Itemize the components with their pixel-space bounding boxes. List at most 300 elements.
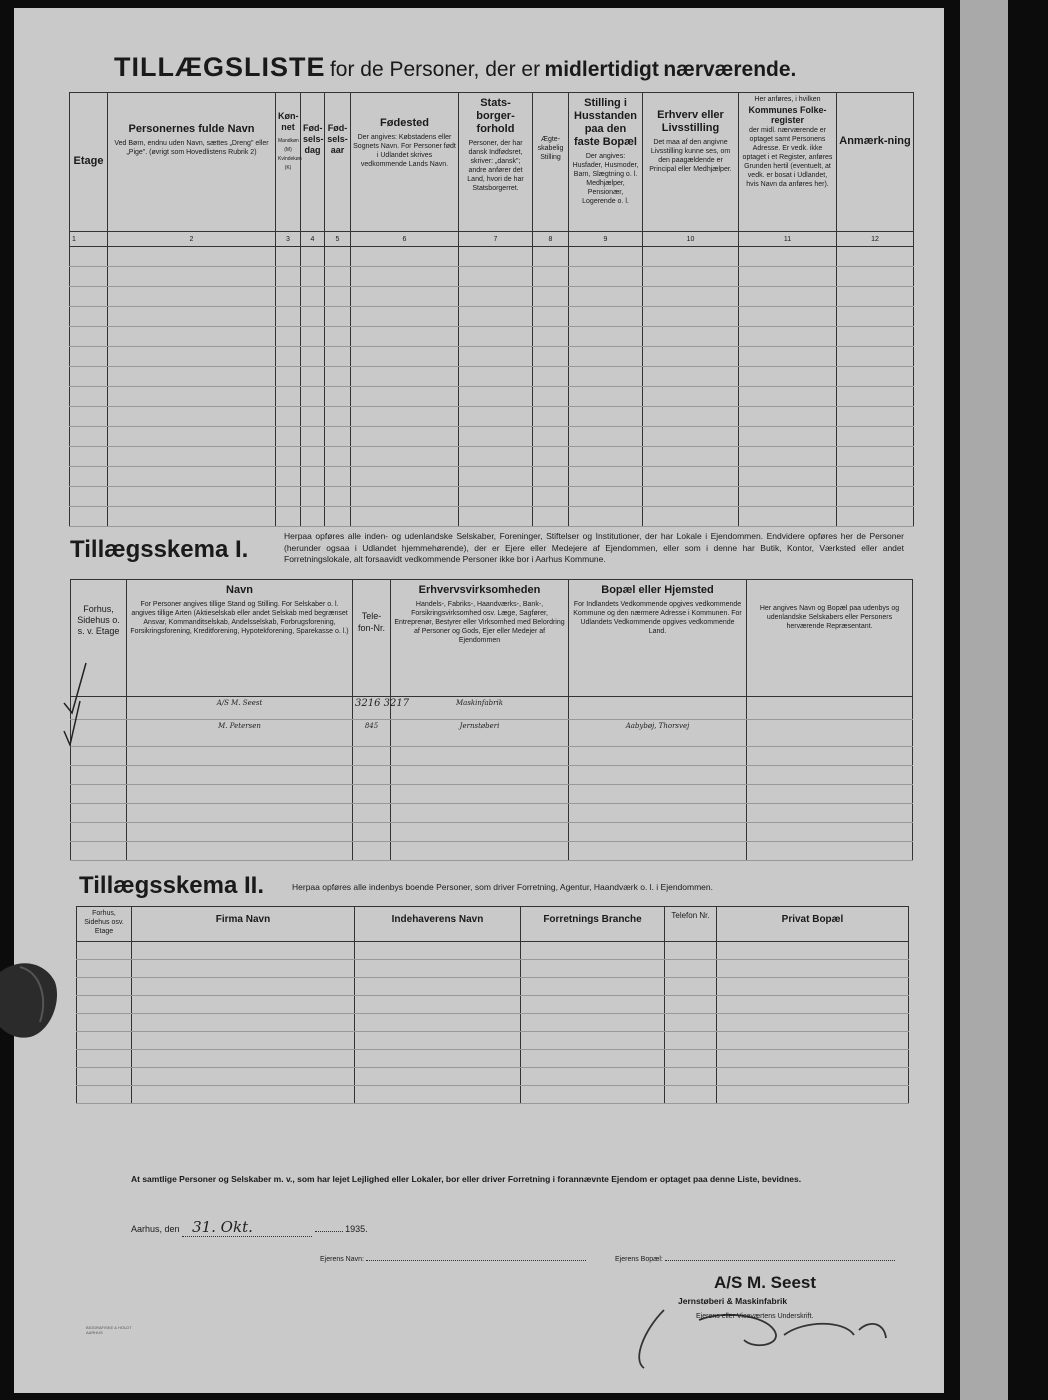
skema2-header-row bbox=[77, 907, 909, 942]
tillaegsliste-row-cell bbox=[837, 287, 914, 307]
owner-name-label: Ejerens Navn: bbox=[320, 1256, 364, 1263]
skema1-bopael-cell bbox=[569, 697, 747, 720]
skema1-title: Tillægsskema I. bbox=[70, 536, 249, 563]
skema2-row-cell bbox=[521, 1032, 665, 1050]
col-stilling: Stilling i Husstanden paa den faste Bopæl Der angives: Husfader, Husmoder, Barn, Slægtning o. l. Medhjælper, Pensionær, Logerende o. l. bbox=[569, 93, 643, 232]
skema1-row bbox=[71, 785, 913, 804]
skema2-row-cell bbox=[717, 960, 909, 978]
tillaegsliste-row-cell bbox=[108, 267, 276, 287]
date-place: Aarhus, den bbox=[131, 1224, 180, 1234]
date-line bbox=[131, 1218, 368, 1237]
skema2-row-cell bbox=[665, 1086, 717, 1104]
tillaegsliste-row-cell bbox=[70, 267, 108, 287]
tillaegsliste-row-cell bbox=[70, 467, 108, 487]
tillaegsliste-row-cell bbox=[837, 407, 914, 427]
tillaegsliste-row-cell bbox=[533, 487, 569, 507]
tillaegsliste-row-cell bbox=[643, 367, 739, 387]
tillaegsliste-row-cell bbox=[569, 487, 643, 507]
skema1-repr-cell bbox=[747, 697, 913, 720]
tillaegsliste-row-cell bbox=[351, 467, 459, 487]
tillaegsliste-row-cell bbox=[351, 287, 459, 307]
tillaegsliste-row-cell bbox=[325, 407, 351, 427]
skema1-row-cell bbox=[747, 785, 913, 804]
skema2-row-cell bbox=[665, 960, 717, 978]
tillaegsliste-row bbox=[70, 407, 914, 427]
tillaegsliste-row-cell bbox=[276, 407, 301, 427]
tillaegsliste-row-cell bbox=[108, 347, 276, 367]
tillaegsliste-row-cell bbox=[569, 347, 643, 367]
tillaegsliste-row-cell bbox=[533, 327, 569, 347]
skema2-row-cell bbox=[77, 942, 132, 960]
tillaegsliste-row-cell bbox=[533, 387, 569, 407]
skema2-row-cell bbox=[355, 1050, 521, 1068]
col-navn: Personernes fulde Navn Ved Børn, endnu uden Navn, sættes „Dreng" eller „Pige". (øvrigt som Hovedlistens Rubrik 2) bbox=[108, 93, 276, 232]
tillaegsliste-row bbox=[70, 367, 914, 387]
tillaegsliste-row-cell bbox=[325, 467, 351, 487]
signature-icon bbox=[604, 1290, 904, 1375]
skema1-row-cell bbox=[71, 842, 127, 861]
tillaegsliste-row-cell bbox=[739, 327, 837, 347]
num-2: 2 bbox=[108, 232, 276, 247]
skema1-erhverv-cell: Maskinfabrik bbox=[391, 697, 569, 720]
tillaegsliste-row-cell bbox=[837, 247, 914, 267]
tillaegsliste-row-cell bbox=[276, 447, 301, 467]
skema1-row-cell bbox=[71, 785, 127, 804]
skema1-tlf-cell: 3216 3217 bbox=[353, 697, 391, 720]
tillaegsliste-row-cell bbox=[351, 367, 459, 387]
tillaegsliste-row-cell bbox=[108, 287, 276, 307]
owner-address-field bbox=[665, 1260, 895, 1261]
tillaegsliste-row-cell bbox=[837, 507, 914, 527]
num-12: 12 bbox=[837, 232, 914, 247]
tillaegsliste-row-cell bbox=[70, 247, 108, 267]
title-main: TILLÆGSLISTE bbox=[114, 52, 326, 82]
skema1-row-cell bbox=[127, 823, 353, 842]
skema1-row-cell bbox=[747, 842, 913, 861]
skema1-row-cell bbox=[569, 766, 747, 785]
tillaegsliste-row-cell bbox=[739, 367, 837, 387]
tillaegsliste-row-cell bbox=[459, 367, 533, 387]
date-value: 31. Okt. bbox=[182, 1218, 312, 1237]
num-6: 6 bbox=[351, 232, 459, 247]
header-row bbox=[70, 93, 914, 232]
skema1-row-cell bbox=[569, 823, 747, 842]
skema1-row bbox=[71, 766, 913, 785]
tillaegsliste-row-cell bbox=[108, 247, 276, 267]
col-erhverv: Erhverv eller Livsstilling Det maa af den angivne Livsstilling kunne ses, om den paagældende er Principal eller Medhjælper. bbox=[643, 93, 739, 232]
tillaegsliste-row-cell bbox=[569, 447, 643, 467]
tillaegsliste-rows bbox=[70, 247, 914, 527]
col-fodselsaar: Fød-sels-aar bbox=[325, 93, 351, 232]
skema2-row bbox=[77, 1086, 909, 1104]
tillaegsliste-row-cell bbox=[276, 467, 301, 487]
tillaegsliste-row-cell bbox=[351, 347, 459, 367]
skema1-row-cell bbox=[391, 823, 569, 842]
tillaegsliste-row bbox=[70, 347, 914, 367]
owner-name-line bbox=[320, 1256, 586, 1263]
skema2-row-cell bbox=[717, 1014, 909, 1032]
tillaegsliste-row-cell bbox=[739, 407, 837, 427]
skema2-row-cell bbox=[521, 960, 665, 978]
tillaegsliste-row-cell bbox=[643, 387, 739, 407]
tillaegsliste-row-cell bbox=[739, 427, 837, 447]
skema1-row-cell bbox=[353, 747, 391, 766]
skema2-row-cell bbox=[665, 1014, 717, 1032]
skema2-row bbox=[77, 1050, 909, 1068]
tillaegsliste-row-cell bbox=[351, 267, 459, 287]
tillaegsliste-row-cell bbox=[325, 487, 351, 507]
tillaegsliste-row-cell bbox=[569, 307, 643, 327]
tillaegsliste-row-cell bbox=[739, 467, 837, 487]
tillaegsliste-row-cell bbox=[643, 287, 739, 307]
tillaegsliste-row-cell bbox=[70, 387, 108, 407]
skema1-tlf-cell: 845 bbox=[353, 720, 391, 747]
tillaegsliste-row-cell bbox=[325, 287, 351, 307]
tillaegsliste-row-cell bbox=[533, 267, 569, 287]
tillaegsliste-row-cell bbox=[569, 367, 643, 387]
skema1-entry-row bbox=[71, 720, 913, 747]
tillaegsliste-row-cell bbox=[837, 307, 914, 327]
skema2-row-cell bbox=[132, 978, 355, 996]
tillaegsliste-row-cell bbox=[351, 447, 459, 467]
skema2-row-cell bbox=[665, 942, 717, 960]
tillaegsliste-row-cell bbox=[533, 427, 569, 447]
tillaegsliste-row-cell bbox=[276, 347, 301, 367]
tillaegsliste-row-cell bbox=[739, 247, 837, 267]
tillaegsliste-row-cell bbox=[643, 247, 739, 267]
skema1-erhverv-cell: Jernstøberi bbox=[391, 720, 569, 747]
num-5: 5 bbox=[325, 232, 351, 247]
skema2-row-cell bbox=[717, 942, 909, 960]
skema1-col-repraesentant: Her angives Navn og Bopæl paa udenbys og udenlandske Selskabers eller Personers herværende Repræsentant. bbox=[747, 580, 913, 697]
tillaegsliste-row-cell bbox=[108, 327, 276, 347]
skema2-row-cell bbox=[665, 1032, 717, 1050]
tillaegsliste-row-cell bbox=[108, 447, 276, 467]
title-rest: for de Personer, der er bbox=[329, 58, 541, 81]
skema1-row-cell bbox=[391, 766, 569, 785]
skema2-row-cell bbox=[665, 996, 717, 1014]
tillaegsliste-row-cell bbox=[459, 347, 533, 367]
skema1-row-cell bbox=[127, 842, 353, 861]
tillaegsliste-row-cell bbox=[837, 327, 914, 347]
form-page bbox=[14, 8, 944, 1393]
tillaegsliste-row-cell bbox=[569, 267, 643, 287]
tillaegsliste-row-cell bbox=[533, 247, 569, 267]
tillaegsliste-row-cell bbox=[108, 307, 276, 327]
tillaegsliste-row-cell bbox=[837, 467, 914, 487]
tillaegsliste-row-cell bbox=[70, 447, 108, 467]
tillaegsliste-row-cell bbox=[459, 307, 533, 327]
tillaegsliste-row-cell bbox=[351, 507, 459, 527]
num-3: 3 bbox=[276, 232, 301, 247]
tillaegsliste-row-cell bbox=[569, 407, 643, 427]
printer-mark: BIOGRAFISKE & HOLDT AARHUS bbox=[86, 1325, 132, 1335]
tillaegsliste-row-cell bbox=[351, 407, 459, 427]
col-anmaerkning: Anmærk-ning bbox=[837, 93, 914, 232]
tillaegsliste-row-cell bbox=[569, 427, 643, 447]
skema2-row bbox=[77, 1032, 909, 1050]
tillaegsliste-row-cell bbox=[301, 467, 325, 487]
tillaegsliste-row-cell bbox=[70, 407, 108, 427]
tillaegsliste-row-cell bbox=[459, 407, 533, 427]
tillaegsliste-row-cell bbox=[643, 467, 739, 487]
skema1-repr-cell bbox=[747, 720, 913, 747]
skema1-col-telefon: Tele-fon-Nr. bbox=[353, 580, 391, 697]
tillaegsliste-row-cell bbox=[533, 407, 569, 427]
skema2-col-bopael: Privat Bopæl bbox=[717, 907, 909, 942]
col-konnet: Køn-net Mandkøn (M) Kvindekøn (K) bbox=[276, 93, 301, 232]
owner-address-label: Ejerens Bopæl: bbox=[615, 1256, 663, 1263]
tillaegsliste-row-cell bbox=[533, 307, 569, 327]
skema2-col-branche: Forretnings Branche bbox=[521, 907, 665, 942]
skema1-row-cell bbox=[127, 804, 353, 823]
tillaegsliste-row-cell bbox=[301, 287, 325, 307]
skema1-row-cell bbox=[747, 747, 913, 766]
skema2-row-cell bbox=[77, 1086, 132, 1104]
tillaegsliste-row-cell bbox=[643, 307, 739, 327]
tillaegsliste-row-cell bbox=[301, 447, 325, 467]
skema2-row-cell bbox=[77, 1014, 132, 1032]
skema1-row-cell bbox=[71, 804, 127, 823]
skema2-col-firma: Firma Navn bbox=[132, 907, 355, 942]
skema2-row-cell bbox=[77, 960, 132, 978]
skema2-row-cell bbox=[355, 978, 521, 996]
tillaegsliste-row bbox=[70, 327, 914, 347]
tillaegsliste-row-cell bbox=[459, 327, 533, 347]
skema2-row-cell bbox=[521, 1050, 665, 1068]
skema1-row-cell bbox=[353, 804, 391, 823]
skema1-row-cell bbox=[569, 842, 747, 861]
skema1-col-navn: Navn For Personer angives tillige Stand og Stilling. For Selskaber o. l. angives tillige Arten (Aktieselskab eller andet Selskab med begrænset Ansvar, Kommanditselskab, Andelsselskab, Forbrugsforening, Forsikringsforening, Kreditforening, Hypotekforening, Sparekasse o. l.) bbox=[127, 580, 353, 697]
skema2-row-cell bbox=[132, 1068, 355, 1086]
tillaegsliste-row-cell bbox=[301, 307, 325, 327]
tillaegsliste-row bbox=[70, 507, 914, 527]
stamp-company: A/S M. Seest bbox=[714, 1273, 817, 1292]
skema1-entry-row bbox=[71, 697, 913, 720]
skema2-row-cell bbox=[521, 978, 665, 996]
tillaegsliste-row-cell bbox=[643, 327, 739, 347]
tillaegsliste-row-cell bbox=[533, 447, 569, 467]
num-11: 11 bbox=[739, 232, 837, 247]
tillaegsliste-row-cell bbox=[739, 447, 837, 467]
tillaegsliste-row bbox=[70, 387, 914, 407]
skema2-row-cell bbox=[132, 1032, 355, 1050]
tillaegsliste-row-cell bbox=[325, 447, 351, 467]
tillaegsliste-row-cell bbox=[569, 507, 643, 527]
tillaegsliste-row-cell bbox=[301, 247, 325, 267]
tillaegsliste-row-cell bbox=[739, 487, 837, 507]
skema2-row bbox=[77, 942, 909, 960]
tillaegsliste-row-cell bbox=[70, 347, 108, 367]
tillaegsliste-row-cell bbox=[325, 427, 351, 447]
skema2-row-cell bbox=[521, 996, 665, 1014]
tillaegsliste-row-cell bbox=[837, 387, 914, 407]
tillaegsliste-row-cell bbox=[276, 507, 301, 527]
skema2-row-cell bbox=[355, 960, 521, 978]
tillaegsliste-row-cell bbox=[837, 347, 914, 367]
tillaegsliste-row-cell bbox=[351, 427, 459, 447]
skema1-col-etage: Forhus, Sidehus o. s. v. Etage bbox=[71, 580, 127, 697]
skema2-title: Tillægsskema II. bbox=[79, 872, 264, 899]
skema2-row-cell bbox=[355, 1032, 521, 1050]
skema1-empty-rows bbox=[71, 747, 913, 861]
signature-label: Ejerens eller Viceværtens Underskrift. bbox=[696, 1313, 814, 1320]
num-8: 8 bbox=[533, 232, 569, 247]
tillaegsliste-row-cell bbox=[459, 287, 533, 307]
tillaegsliste-row-cell bbox=[569, 247, 643, 267]
tillaegsliste-row-cell bbox=[351, 247, 459, 267]
tillaegsliste-row-cell bbox=[70, 507, 108, 527]
tillaegsliste-row-cell bbox=[276, 247, 301, 267]
tillaegsliste-title bbox=[114, 52, 934, 83]
torn-paper-icon bbox=[0, 952, 70, 1042]
skema1-row-cell bbox=[747, 823, 913, 842]
tillaegsliste-row-cell bbox=[351, 327, 459, 347]
col-folkeregister: Her anføres, i hvilken Kommunes Folke-register der midl. nærværende er optaget samt Personens Adresse. Er vedk. ikke optaget i et Register, anføres Grunden hertil (eventuelt, at vedk. er bosat i Udlandet, hvis Navn da anføres her). bbox=[739, 93, 837, 232]
tillaegsliste-row-cell bbox=[459, 467, 533, 487]
tillaegsliste-row-cell bbox=[70, 307, 108, 327]
skema1-intro: Herpaa opføres alle inden- og udenlandske Selskaber, Foreninger, Stiftelser og Institutioner, der har Lokale i Ejendommen. Endvidere opføres her de Personer (herunder ogsaa i Udlandet hjemmehørende), der er Ejere eller Medejere af Ejendommen, eller som i denne har Butik, Kontor, Værksted eller andet Forretningslokale, alt forsaavidt vedkommende Personer ikke bor i Aarhus Kommune. bbox=[284, 531, 904, 564]
tillaegsliste-row-cell bbox=[325, 327, 351, 347]
tillaegsliste-row-cell bbox=[325, 247, 351, 267]
tillaegsliste-row-cell bbox=[569, 287, 643, 307]
skema1-row-cell bbox=[353, 785, 391, 804]
skema2-row-cell bbox=[717, 978, 909, 996]
skema1-navn-cell: A/S M. Seest bbox=[127, 697, 353, 720]
skema2-row-cell bbox=[132, 960, 355, 978]
background-edge bbox=[1008, 0, 1048, 1400]
skema2-row-cell bbox=[521, 1068, 665, 1086]
skema2-row-cell bbox=[521, 1014, 665, 1032]
tillaegsliste-row bbox=[70, 427, 914, 447]
owner-name-field bbox=[366, 1260, 586, 1261]
skema1-row-cell bbox=[569, 804, 747, 823]
tillaegsliste-row bbox=[70, 307, 914, 327]
skema2-intro: Herpaa opføres alle indenbys boende Personer, som driver Forretning, Agentur, Haandværk o. l. i Ejendommen. bbox=[292, 882, 713, 892]
date-gap bbox=[315, 1231, 343, 1232]
tillaegsliste-row-cell bbox=[108, 487, 276, 507]
tillaegsliste-row-cell bbox=[643, 487, 739, 507]
skema2-row-cell bbox=[355, 1068, 521, 1086]
number-row bbox=[70, 232, 914, 247]
skema2-row-cell bbox=[717, 1086, 909, 1104]
tillaegsliste-row-cell bbox=[325, 347, 351, 367]
tillaegsliste-row-cell bbox=[837, 367, 914, 387]
tillaegsliste-row-cell bbox=[301, 387, 325, 407]
skema2-row-cell bbox=[132, 996, 355, 1014]
tillaegsliste-row-cell bbox=[276, 487, 301, 507]
skema1-col-bopael: Bopæl eller Hjemsted For Indlandets Vedkommende opgives vedkommende Kommune og den nærmere Adresse i Kommunen. For Udlandets Vedkommende opgives vedkommende Land. bbox=[569, 580, 747, 697]
skema2-empty-rows bbox=[77, 942, 909, 1104]
skema2-row bbox=[77, 1068, 909, 1086]
tillaegsliste-row-cell bbox=[837, 487, 914, 507]
num-9: 9 bbox=[569, 232, 643, 247]
tillaegsliste-row-cell bbox=[533, 467, 569, 487]
skema2-row bbox=[77, 978, 909, 996]
tillaegsliste-row bbox=[70, 487, 914, 507]
col-fodested: Fødested Der angives: Købstadens eller Sognets Navn. For Personer født i Udlandet skrives vedkommende Lands Navn. bbox=[351, 93, 459, 232]
skema1-row-cell bbox=[353, 823, 391, 842]
tillaegsliste-row-cell bbox=[108, 427, 276, 447]
skema1-bopael-cell: Aabybøj, Thorsvej bbox=[569, 720, 747, 747]
tillaegsliste-row-cell bbox=[301, 507, 325, 527]
skema2-row-cell bbox=[132, 1050, 355, 1068]
tillaegsliste-row-cell bbox=[739, 347, 837, 367]
title-bold: midlertidigt bbox=[544, 58, 659, 81]
skema2-row-cell bbox=[132, 942, 355, 960]
skema1-row bbox=[71, 804, 913, 823]
tillaegsliste-row-cell bbox=[301, 347, 325, 367]
tillaegsliste-row-cell bbox=[643, 507, 739, 527]
tillaegsliste-row-cell bbox=[301, 427, 325, 447]
tillaegsliste-row-cell bbox=[325, 267, 351, 287]
skema2-row bbox=[77, 996, 909, 1014]
skema2-table bbox=[76, 906, 909, 1104]
tillaegsliste-row-cell bbox=[276, 307, 301, 327]
skema2-col-telefon: Telefon Nr. bbox=[665, 907, 717, 942]
tillaegsliste-row-cell bbox=[569, 327, 643, 347]
tillaegsliste-row-cell bbox=[643, 447, 739, 467]
tillaegsliste-row-cell bbox=[739, 287, 837, 307]
tillaegsliste-row-cell bbox=[459, 267, 533, 287]
skema2-row-cell bbox=[665, 1050, 717, 1068]
tillaegsliste-row-cell bbox=[325, 387, 351, 407]
tillaegsliste-row-cell bbox=[276, 327, 301, 347]
tillaegsliste-row-cell bbox=[276, 267, 301, 287]
tillaegsliste-row-cell bbox=[276, 387, 301, 407]
tillaegsliste-row-cell bbox=[70, 287, 108, 307]
num-10: 10 bbox=[643, 232, 739, 247]
tillaegsliste-row-cell bbox=[301, 367, 325, 387]
skema1-col-erhverv: Erhvervsvirksomheden Handels-, Fabriks-, Haandværks-, Bank-, Forsikringsvirksomhed osv. Læge, Sagfører, Entreprenør, Bestyrer eller Virksomhed med Belordring af Personer og Gods, Ejer eller Medejer af Ejendommen bbox=[391, 580, 569, 697]
skema2-row-cell bbox=[132, 1086, 355, 1104]
col-statsborger: Stats-borger-forhold Personer, der har dansk Indfødsret, skriver: „dansk"; andre anfører det Land, hvori de har Statsborgerret. bbox=[459, 93, 533, 232]
declaration: At samtlige Personer og Selskaber m. v., som har lejet Lejlighed eller Lokaler, bor eller driver Forretning i forannævnte Ejendom er optaget paa denne Liste, bevidnes. bbox=[131, 1174, 802, 1184]
num-7: 7 bbox=[459, 232, 533, 247]
tillaegsliste-row-cell bbox=[739, 387, 837, 407]
tillaegsliste-row-cell bbox=[276, 287, 301, 307]
skema2-row-cell bbox=[665, 978, 717, 996]
tillaegsliste-row-cell bbox=[459, 447, 533, 467]
tillaegsliste-row-cell bbox=[643, 347, 739, 367]
tillaegsliste-row-cell bbox=[351, 487, 459, 507]
tillaegsliste-row-cell bbox=[643, 267, 739, 287]
skema2-row-cell bbox=[717, 1032, 909, 1050]
col-fodselsdag: Fød-sels-dag bbox=[301, 93, 325, 232]
skema2-row-cell bbox=[355, 1014, 521, 1032]
tillaegsliste-row-cell bbox=[108, 467, 276, 487]
adjacent-page bbox=[960, 0, 1008, 1400]
tillaegsliste-row-cell bbox=[108, 507, 276, 527]
skema1-row-cell bbox=[569, 747, 747, 766]
tillaegsliste-row-cell bbox=[837, 447, 914, 467]
tillaegsliste-row-cell bbox=[739, 307, 837, 327]
tillaegsliste-row-cell bbox=[459, 427, 533, 447]
date-year: 1935. bbox=[345, 1224, 368, 1234]
tillaegsliste-row-cell bbox=[325, 307, 351, 327]
skema2-row-cell bbox=[77, 1068, 132, 1086]
skema2-row-cell bbox=[77, 1032, 132, 1050]
skema1-navn-cell: M. Petersen bbox=[127, 720, 353, 747]
skema1-row-cell bbox=[127, 785, 353, 804]
tillaegsliste-row-cell bbox=[533, 507, 569, 527]
num-1: 1 bbox=[70, 232, 108, 247]
tillaegsliste-row-cell bbox=[70, 487, 108, 507]
skema2-row-cell bbox=[665, 1068, 717, 1086]
skema1-row-cell bbox=[391, 842, 569, 861]
tillaegsliste-row-cell bbox=[739, 507, 837, 527]
tillaegsliste-table bbox=[69, 92, 914, 527]
